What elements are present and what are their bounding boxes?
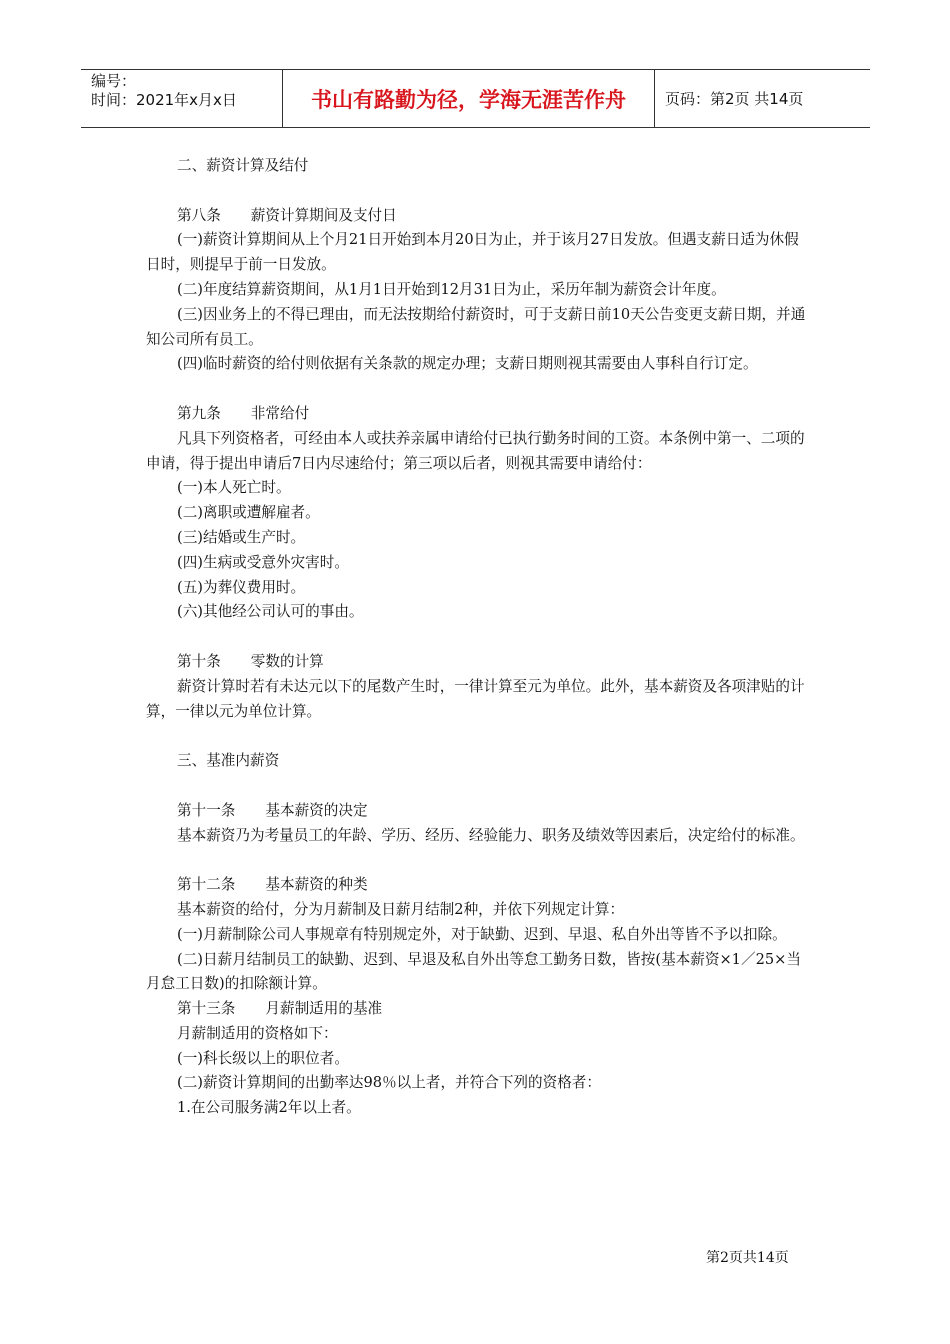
paragraph: (二)日薪月结制员工的缺勤、迟到、早退及私自外出等怠工勤务日数，皆按(基本薪资×1／25×当月怠工日数)的扣除额计算。 — [146, 950, 801, 993]
paragraph: (一)薪资计算期间从上个月21日开始到本月20日为止，并于该月27日发放。但遇支薪日适为休假日时，则提早于前一日发放。 — [146, 231, 799, 274]
section-heading: 三、基准内薪资 — [177, 752, 280, 770]
paragraph: (二)年度结算薪资期间，从1月1日开始到12月31日为止，采历年制为薪资会计年度。 — [177, 280, 726, 298]
list-item: (二)离职或遭解雇者。 — [177, 504, 320, 522]
list-item: (五)为葬仪费用时。 — [177, 578, 306, 596]
header-meta — [81, 70, 282, 127]
page-header — [81, 69, 870, 128]
article-number: 第八条 — [177, 206, 221, 224]
article-title: 基本薪资的种类 — [265, 876, 368, 894]
list-item: 1.在公司服务满2年以上者。 — [177, 1099, 361, 1117]
article-number: 第十条 — [177, 652, 221, 670]
article-number: 第九条 — [177, 404, 221, 422]
article-title: 薪资计算期间及支付日 — [250, 206, 397, 224]
document-number: 编号： — [91, 72, 137, 90]
article-number: 第十二条 — [177, 876, 236, 894]
paragraph: 基本薪资乃为考量员工的年龄、学历、经历、经验能力、职务及绩效等因素后，决定给付的标准。 — [177, 826, 805, 844]
header-motto: 书山有路勤为径，学海无涯苦作舟 — [282, 70, 655, 127]
list-item: (二)薪资计算期间的出勤率达98％以上者，并符合下列的资格者： — [177, 1074, 601, 1092]
article-heading — [146, 204, 812, 229]
article-title: 基本薪资的决定 — [265, 801, 368, 819]
paragraph: 薪资计算时若有未达元以下的尾数产生时，一律计算至元为单位。此外，基本薪资及各项津贴的计算，一律以元为单位计算。 — [146, 677, 805, 720]
article-heading — [146, 799, 812, 824]
list-item: (一)本人死亡时。 — [177, 479, 291, 497]
paragraph: 凡具下列资格者，可经由本人或扶养亲属申请给付已执行勤务时间的工资。本条例中第一、二项的申请，得于提出申请后7日内尽速给付；第三项以后者，则视其需要申请给付： — [146, 429, 805, 472]
article-number: 第十一条 — [177, 801, 236, 819]
article-number: 第十三条 — [177, 1000, 236, 1018]
list-item: (六)其他经公司认可的事由。 — [177, 603, 364, 621]
document-body — [146, 154, 812, 1121]
paragraph: 月薪制适用的资格如下： — [177, 1024, 338, 1042]
paragraph: (四)临时薪资的给付则依据有关条款的规定办理；支薪日期则视其需要由人事科自行订定。 — [177, 355, 758, 373]
article-heading — [146, 650, 812, 675]
list-item: (一)科长级以上的职位者。 — [177, 1049, 349, 1067]
paragraph: 基本薪资的给付，分为月薪制及日薪月结制2种，并依下列规定计算： — [177, 900, 625, 918]
page-footer: 第2页共14页 — [706, 1250, 789, 1266]
list-item: (三)结婚或生产时。 — [177, 528, 306, 546]
paragraph: (三)因业务上的不得已理由，而无法按期给付薪资时，可于支薪日前10天公告变更支薪日期，并通知公司所有员工。 — [146, 305, 806, 348]
article-title: 零数的计算 — [250, 652, 324, 670]
list-item: (四)生病或受意外灾害时。 — [177, 553, 349, 571]
document-date: 时间：2021年x月x日 — [91, 91, 237, 109]
article-heading — [146, 402, 812, 427]
article-title: 月薪制适用的基准 — [265, 1000, 383, 1018]
section-heading: 二、薪资计算及结付 — [177, 157, 309, 174]
article-heading — [146, 997, 812, 1022]
paragraph: (一)月薪制除公司人事规章有特别规定外，对于缺勤、迟到、早退、私自外出等皆不予以扣除。 — [177, 925, 787, 943]
article-title: 非常给付 — [250, 404, 310, 422]
article-heading — [146, 873, 812, 898]
header-page-number: 页码：第2页 共14页 — [665, 90, 804, 108]
